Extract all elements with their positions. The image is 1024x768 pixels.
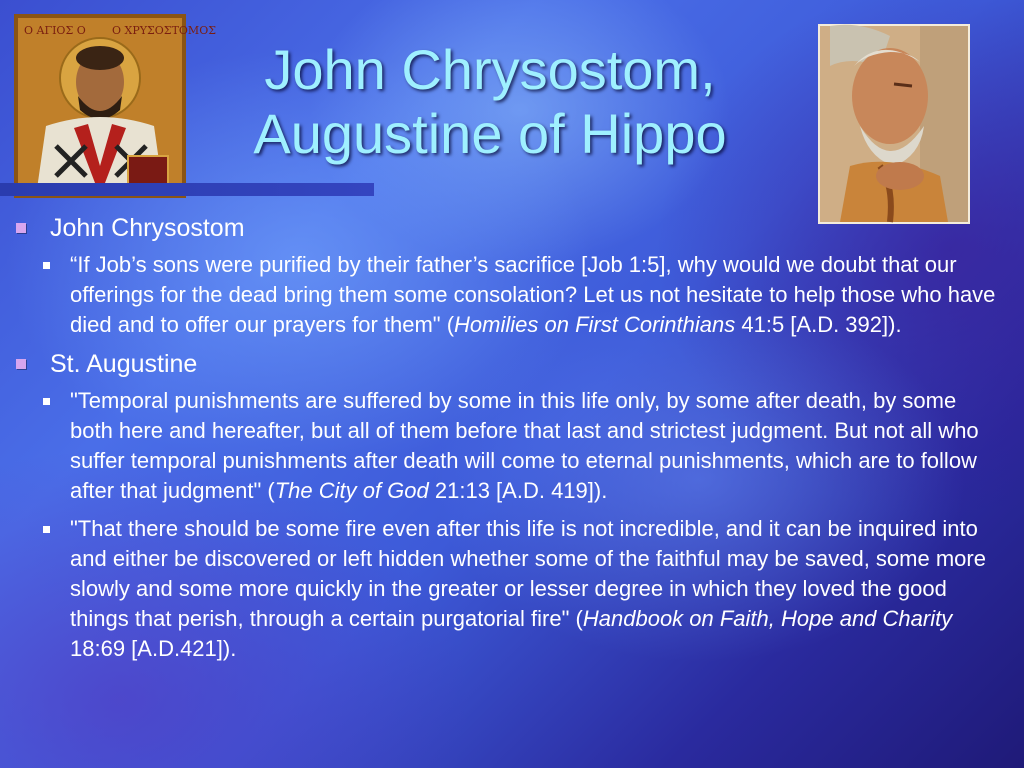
quote-item [14,514,1004,664]
square-bullet-icon [43,526,50,533]
square-bullet-icon [43,262,50,269]
title-line-1: John Chrysostom, [264,38,716,101]
quote-source: The City of God [274,478,429,503]
slide-title [190,38,790,166]
quote-citation: 18:69 [A.D.421]). [70,636,237,661]
title-underline-bar [0,183,374,196]
square-bullet-icon [16,223,26,233]
augustine-portrait-image [820,26,968,222]
quote-text: “If Job’s sons were purified by their father’s sacrifice [Job 1:5], why would we doubt that our offerings for the dead bring them some consolation? Let us not hesitate to help those who have died and to offer our prayers for them" ( [70,252,996,337]
quote-text: "Temporal punishments are suffered by some in this life only, by some after death, by some both here and hereafter, but all of them before that last and strictest judgment. But not all who suffer temporal punishments after death will come to eternal punishments, which are to follow after that judgment" ( [70,388,979,503]
augustine-portrait [818,24,970,224]
section-heading-chrysostom [14,212,1004,244]
chrysostom-icon-portrait [16,16,216,196]
square-bullet-icon [16,359,26,369]
section-heading-text: John Chrysostom [50,214,245,242]
quote-source: Handbook on Faith, Hope and Charity [582,606,953,631]
quote-source: Homilies on First Corinthians [454,312,736,337]
icon-inscription-left: Ο ΑΓΙΟΣ Ο [24,24,86,37]
quote-item [14,386,1004,506]
chrysostom-portrait-image [16,16,216,196]
section-heading-augustine [14,348,1004,380]
slide-body [14,212,1004,672]
section-heading-text: St. Augustine [50,350,198,378]
icon-inscription-right: Ο ΧΡΥΣΟΣΤΟΜΟΣ [112,24,216,37]
title-line-2: Augustine of Hippo [253,102,727,165]
quote-citation: 41:5 [A.D. 392]). [735,312,902,337]
quote-citation: 21:13 [A.D. 419]). [428,478,608,503]
square-bullet-icon [43,398,50,405]
quote-text: "That there should be some fire even after this life is not incredible, and it can be inquired into and either be discovered or left hidden whether some of the faithful may be saved, some more slowly and some more quickly in the greater or lesser degree in which they loved the good things that perish, through a certain purgatorial fire" ( [70,516,986,631]
quote-item [14,250,1004,340]
